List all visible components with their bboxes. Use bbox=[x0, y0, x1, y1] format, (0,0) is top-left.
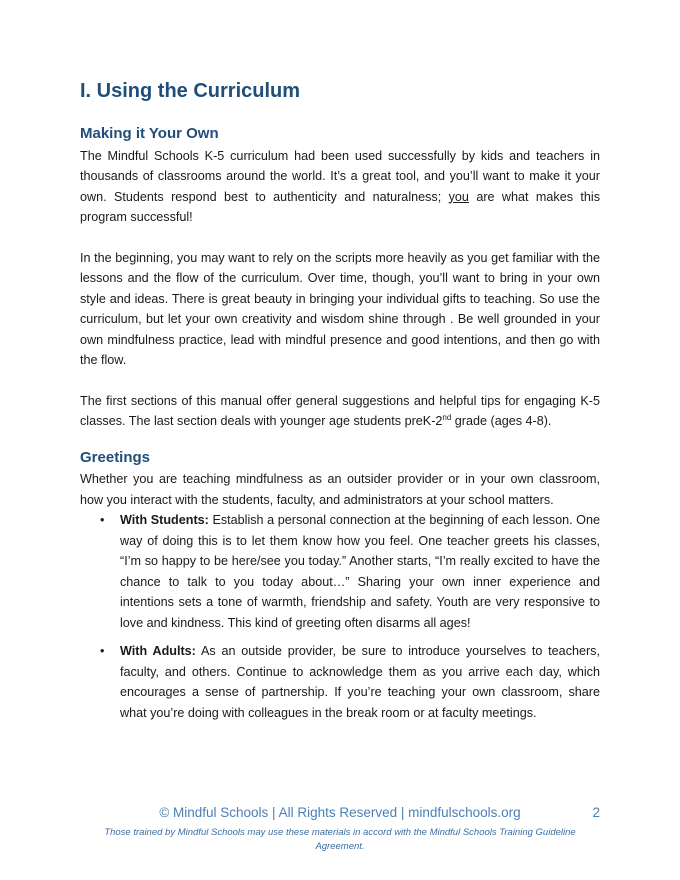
bullet-icon: • bbox=[100, 513, 105, 527]
footer-copyright-line bbox=[80, 805, 600, 820]
document-page bbox=[80, 78, 600, 731]
paragraph-intro-text-end: are what makes this program successful! bbox=[80, 189, 600, 224]
paragraph-sections bbox=[80, 391, 600, 432]
list-item-label: With Students: bbox=[120, 513, 209, 527]
paragraph-beginning: In the beginning, you may want to rely on the scripts more heavily as you get familiar with the lessons and the flow of the curriculum. Over time, though, you’ll want to bring in your own style and ideas. There is great beauty in bringing your individual gifts to teaching. So use the curriculum, but let your own creativity and wisdom shine through . Be well grounded in your own mindfulness practice, lead with mindful presence and good intentions, and then go with the flow. bbox=[80, 250, 600, 367]
paragraph-sections-text-end: grade (ages 4-8). bbox=[451, 414, 552, 428]
greetings-intro: Whether you are teaching mindfulness as an outsider provider or in your own classroom, how you interact with the students, faculty, and administrators at your school matters. bbox=[80, 472, 600, 507]
emphasis-you: you bbox=[448, 189, 469, 204]
page-footer bbox=[80, 805, 600, 854]
footer-copyright: © Mindful Schools | All Rights Reserved | mindfulschools.org bbox=[159, 805, 521, 820]
list-item-text: As an outside provider, be sure to introduce yourselves to teachers, faculty, and others. Continue to acknowledge them as you arrive each day, which encourages a sense of partnership. If you’re teaching your own classroom, share what you’re doing with colleagues in the break room or at faculty meetings. bbox=[120, 644, 600, 720]
paragraph-intro-text: The Mindful Schools K-5 curriculum had been used successfully by kids and teachers in thousands of classrooms around the world. It’s a great tool, and you’ll want to make it your own. Students respond best to authenticity and naturalness; bbox=[80, 148, 600, 204]
list-item-label: With Adults: bbox=[120, 644, 196, 658]
section-title: I. Using the Curriculum bbox=[80, 80, 301, 102]
list-item-adults bbox=[80, 641, 600, 723]
paragraph-sections-text: The first sections of this manual offer general suggestions and helpful tips for engaging K-5 classes. The last section deals with younger age students preK-2 bbox=[80, 393, 600, 428]
footer-note: Those trained by Mindful Schools may use these materials in accord with the Mindful Schools Training Guideline Agreement. bbox=[104, 827, 576, 852]
superscript-nd: nd bbox=[442, 412, 452, 422]
page-number: 2 bbox=[592, 805, 600, 820]
paragraph-intro bbox=[80, 146, 600, 228]
greetings-list bbox=[80, 510, 600, 723]
bullet-icon: • bbox=[100, 644, 105, 658]
list-item-students bbox=[80, 510, 600, 633]
list-item-text: Establish a personal connection at the beginning of each lesson. One way of doing this is to let them know how you feel. One teacher greets his classes, “I’m so happy to be here/see you today.” Another starts, “I’m really excited to have the chance to talk to you today about…” Sharing your own inner experience and intentions sets a tone of warmth, friendship and safety. Youth are very responsive to love and kindness. This kind of greeting often disarms all ages! bbox=[120, 513, 600, 630]
making-it-your-own-heading: Making it Your Own bbox=[80, 125, 219, 142]
greetings-heading: Greetings bbox=[80, 448, 151, 466]
